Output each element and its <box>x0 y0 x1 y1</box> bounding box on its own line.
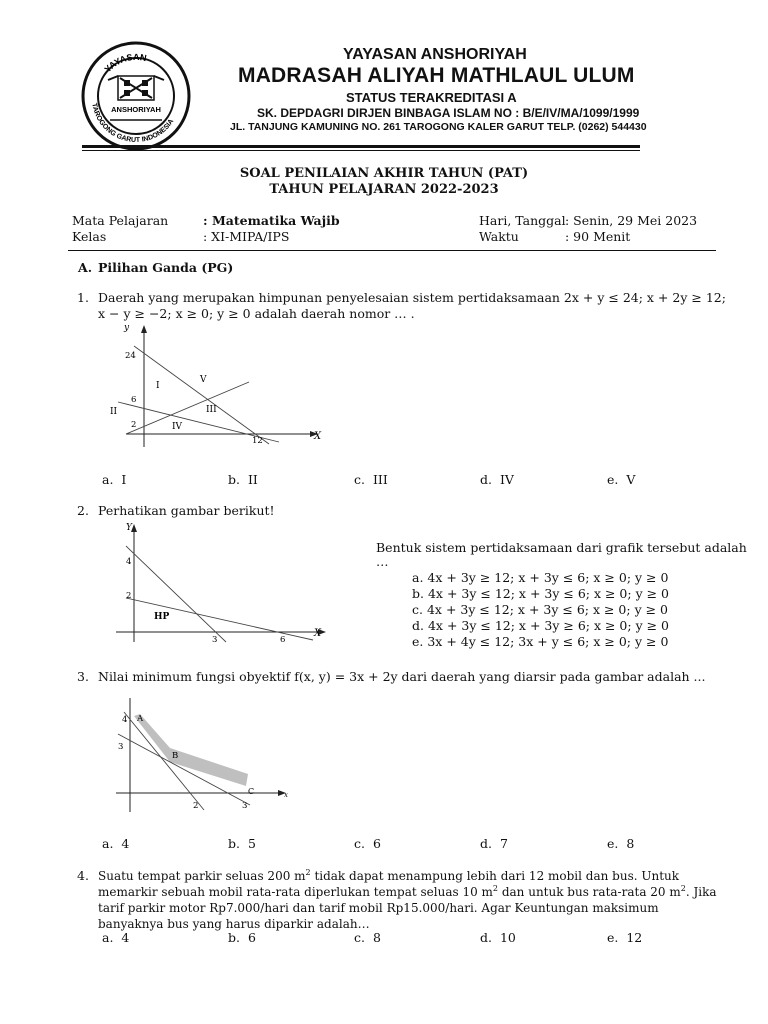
q3-point-b: B <box>172 751 179 761</box>
q1-region-5: V <box>200 375 207 385</box>
subject-value: : Matematika Wajib <box>203 213 340 228</box>
q3-option-d[interactable] <box>480 836 508 851</box>
q2-y-label: Y <box>126 523 132 533</box>
q2-side-ellipsis: … <box>376 554 389 569</box>
question-text: Suatu tempat parkir seluas 200 $m^2$ tidak dapat menampung lebih dari 12 mobil dan bus. Untuk memarkir sebuah mobil rata-rata diperlukan tempat seluas 10 $m^2$ dan untuk bus rata-rata 20 $m^2$. Jika tarif parkir motor Rp7.000/hari dan tarif mobil Rp15.000/hari. Agar Keuntungan maksimum banyaknya bus yang harus diparkir adalah… <box>98 868 717 931</box>
option-text: 4x + 3y ≤ 12; x + 3y ≤ 6; x ≥ 0; y ≥ 0 <box>427 586 670 601</box>
q1-region-4: IV <box>172 422 183 432</box>
q1-line-2x-y-24 <box>134 346 269 444</box>
q3-option-b[interactable] <box>228 836 256 851</box>
option-letter: d. <box>412 618 424 633</box>
q2-option-b[interactable] <box>412 586 669 601</box>
accreditation-status: STATUS TERAKREDITASI A <box>346 90 517 105</box>
logo-center-text: ANSHORIYAH <box>111 105 161 114</box>
section-title: Pilihan Ganda (PG) <box>98 260 234 275</box>
option-letter: c. <box>354 836 365 851</box>
q1-region-3: III <box>206 405 217 415</box>
q1-option-e[interactable] <box>607 472 635 487</box>
q2-side-text: Bentuk sistem pertidaksamaan dari grafik tersebut adalah <box>376 540 747 555</box>
q2-line-4x-3y-12 <box>126 546 226 642</box>
date-value: : Senin, 29 Mei 2023 <box>565 213 698 228</box>
q1-option-a[interactable] <box>102 472 126 487</box>
decree-number: SK. DEPDAGRI DIRJEN BINBAGA ISLAM NO : B/E/IV/MA/1099/1999 <box>257 106 640 120</box>
q3-option-c[interactable] <box>354 836 381 851</box>
q1-option-d[interactable] <box>480 472 514 487</box>
q3-point-a: A <box>137 714 144 724</box>
q1-x-label: X <box>314 431 322 442</box>
subject-label: Mata Pelajaran <box>72 213 169 228</box>
q1-region-2: II <box>110 407 118 417</box>
option-text: 8 <box>372 930 381 945</box>
logo-emblem <box>80 40 192 152</box>
question-number: 1. <box>77 290 89 305</box>
option-text: II <box>247 472 258 487</box>
school-name: MADRASAH ALIYAH MATHLAUL ULUM <box>238 64 635 87</box>
question-number: 4. <box>77 868 89 883</box>
question-text-cont: x − y ≥ −2; x ≥ 0; y ≥ 0 adalah daerah nomor … . <box>98 306 415 321</box>
option-letter: c. <box>412 602 423 617</box>
option-text: V <box>626 472 636 487</box>
q2-option-c[interactable] <box>412 602 668 617</box>
q3-point-c: C <box>248 787 255 796</box>
time-label: Waktu <box>479 229 519 244</box>
school-address: JL. TANJUNG KAMUNING NO. 261 TAROGONG KALER GARUT TELP. (0262) 544430 <box>230 121 647 133</box>
option-letter: a. <box>102 836 114 851</box>
logo-top-text: YAYASAN <box>102 51 148 75</box>
question-text: Daerah yang merupakan himpunan penyelesaian sistem pertidaksamaan 2x + y ≤ 24; x + 2y ≥ 12; <box>98 290 726 305</box>
q3-option-a[interactable] <box>102 836 129 851</box>
q1-region-1: I <box>156 381 160 391</box>
q3-tick-3y: 3 <box>118 742 124 752</box>
option-text: IV <box>499 472 514 487</box>
q1-tick-6: 6 <box>131 395 137 405</box>
q3-graph <box>110 690 310 820</box>
q1-option-c[interactable] <box>354 472 388 487</box>
q2-option-a[interactable] <box>412 570 668 585</box>
q3-tick-4: 4 <box>122 715 128 725</box>
option-letter: e. <box>412 634 424 649</box>
q3-tick-3x: 3 <box>242 801 248 811</box>
date-label: Hari, Tanggal <box>479 213 566 228</box>
q3-tick-2: 2 <box>193 801 199 811</box>
school-logo <box>80 40 192 152</box>
section-letter: A. <box>78 260 93 275</box>
academic-year: TAHUN PELAJARAN 2022-2023 <box>269 182 499 197</box>
time-value: : 90 Menit <box>565 229 631 244</box>
q2-region-hp: HP <box>154 612 170 622</box>
option-letter: d. <box>480 836 492 851</box>
option-text: 4 <box>121 930 130 945</box>
q2-tick-2: 2 <box>126 591 132 601</box>
option-text: 4x + 3y ≤ 12; x + 3y ≥ 6; x ≥ 0; y ≥ 0 <box>427 618 670 633</box>
q3-x-label: x <box>284 791 288 799</box>
option-text: 8 <box>626 836 635 851</box>
option-text: 4x + 3y ≥ 12; x + 3y ≤ 6; x ≥ 0; y ≥ 0 <box>427 570 669 585</box>
q2-option-e[interactable] <box>412 634 668 649</box>
question-number: 3. <box>77 669 89 684</box>
header-divider-thin <box>82 150 640 151</box>
option-letter: b. <box>228 930 240 945</box>
option-text: 4x + 3y ≤ 12; x + 3y ≤ 6; x ≥ 0; y ≥ 0 <box>426 602 669 617</box>
class-label: Kelas <box>72 229 107 244</box>
q1-option-b[interactable] <box>228 472 258 487</box>
info-divider <box>68 250 716 251</box>
q4-option-a[interactable] <box>102 930 129 945</box>
q2-tick-3: 3 <box>212 635 218 645</box>
question-text: Perhatikan gambar berikut! <box>98 503 275 518</box>
option-text: III <box>372 472 388 487</box>
option-letter: a. <box>412 570 424 585</box>
option-letter: b. <box>228 836 240 851</box>
header-divider-thick <box>82 145 640 148</box>
option-letter: b. <box>228 472 240 487</box>
option-text: 5 <box>247 836 256 851</box>
q2-tick-4: 4 <box>126 557 132 567</box>
option-letter: e. <box>607 930 619 945</box>
option-text: 3x + 4y ≤ 12; 3x + y ≤ 6; x ≥ 0; y ≥ 0 <box>427 634 669 649</box>
q1-tick-2: 2 <box>131 420 137 430</box>
option-letter: b. <box>412 586 424 601</box>
q2-graph <box>108 518 338 648</box>
q2-tick-6: 6 <box>280 635 286 645</box>
q1-tick-24: 24 <box>125 351 136 361</box>
class-value: : XI-MIPA/IPS <box>203 229 290 244</box>
q4-option-c[interactable] <box>354 930 381 945</box>
q1-graph <box>104 322 334 452</box>
foundation-name: YAYASAN ANSHORIYAH <box>343 46 527 63</box>
option-letter: e. <box>607 472 619 487</box>
option-text: 10 <box>499 930 516 945</box>
option-text: I <box>121 472 127 487</box>
q4-option-d[interactable] <box>480 930 516 945</box>
logo-ring-text: TAROGONG GARUT INDONESIA <box>90 102 176 145</box>
q4-option-e[interactable] <box>607 930 642 945</box>
q1-tick-12: 12 <box>252 436 263 446</box>
option-letter: a. <box>102 472 114 487</box>
q4-option-b[interactable] <box>228 930 256 945</box>
q3-shaded-region <box>134 714 248 786</box>
option-text: 12 <box>626 930 643 945</box>
option-letter: a. <box>102 930 114 945</box>
option-text: 7 <box>499 836 508 851</box>
question-text: Nilai minimum fungsi obyektif f(x, y) = 3x + 2y dari daerah yang diarsir pada gambar adalah ... <box>98 669 706 684</box>
option-letter: d. <box>480 472 492 487</box>
option-letter: d. <box>480 930 492 945</box>
option-text: 6 <box>247 930 256 945</box>
q2-option-d[interactable] <box>412 618 669 633</box>
option-letter: e. <box>607 836 619 851</box>
q3-option-e[interactable] <box>607 836 634 851</box>
option-text: 4 <box>121 836 130 851</box>
option-letter: c. <box>354 472 365 487</box>
option-text: 6 <box>372 836 381 851</box>
question-number: 2. <box>77 503 89 518</box>
q1-y-label: y <box>124 323 130 333</box>
q2-x-label: X <box>314 628 322 639</box>
exam-title: SOAL PENILAIAN AKHIR TAHUN (PAT) <box>239 166 529 181</box>
option-letter: c. <box>354 930 365 945</box>
